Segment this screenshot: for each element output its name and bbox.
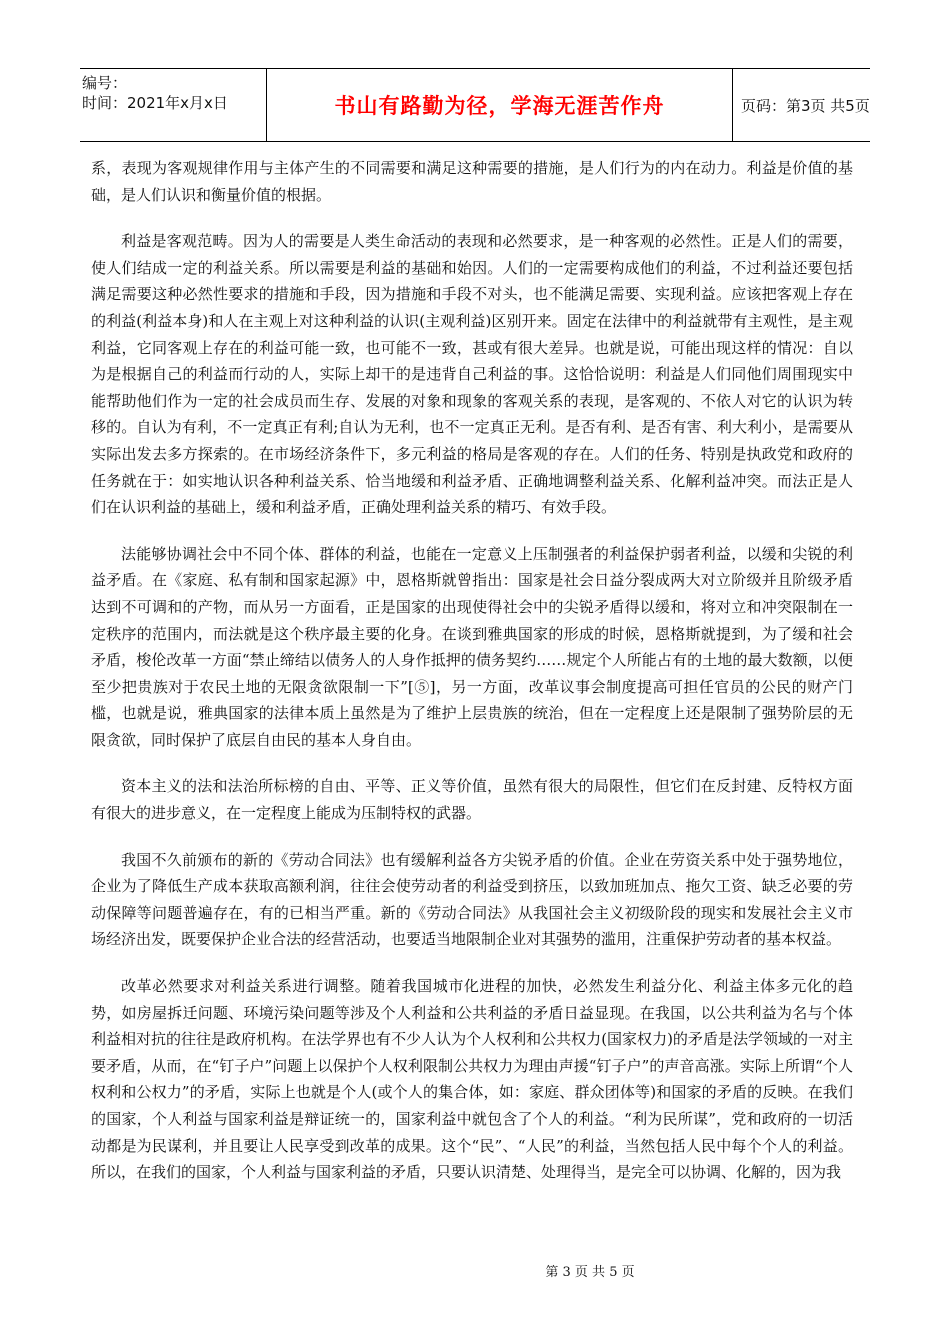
page-header xyxy=(80,68,870,142)
document-time-label: 时间：2021年x月x日 xyxy=(82,94,228,112)
body-paragraph: 我国不久前颁布的新的《劳动合同法》也有缓解利益各方尖锐矛盾的价值。企业在劳资关系中处于强势地位，企业为了降低生产成本获取高额利润，往往会使劳动者的利益受到挤压，以致加班加点、拖欠工资、缺乏必要的劳动保障等问题普遍存在，有的已相当严重。新的《劳动合同法》从我国社会主义初级阶段的现实和发展社会主义市场经济出发，既要保护企业合法的经营活动，也要适当地限制企业对其强势的滥用，注重保护劳动者的基本权益。 xyxy=(91,850,853,949)
header-motto: 书山有路勤为径，学海无涯苦作舟 xyxy=(267,69,733,141)
header-meta xyxy=(80,69,267,141)
body-paragraph: 资本主义的法和法治所标榜的自由、平等、正义等价值，虽然有很大的局限性，但它们在反封建、反特权方面有很大的进步意义，在一定程度上能成为压制特权的武器。 xyxy=(91,777,853,823)
document-number-label: 编号： xyxy=(82,74,128,92)
page-footer: 第 3 页 共 5 页 xyxy=(545,1265,635,1280)
body-paragraph: 改革必然要求对利益关系进行调整。随着我国城市化进程的加快，必然发生利益分化、利益主体多元化的趋势，如房屋拆迁问题、环境污染问题等涉及个人利益和公共利益的矛盾日益显现。在我国，以公共利益为名与个体利益相对抗的往往是政府机构。在法学界也有不少人认为个人权利和公共权力(国家权力)的矛盾是法学领域的一对主要矛盾，从而，在“钉子户”问题上以保护个人权利限制公共权力为理由声援“钉子户”的声音高涨。实际上所谓“个人权利和公权力”的矛盾，实际上也就是个人(或个人的集合体，如：家庭、群众团体等)和国家的矛盾的反映。在我们的国家，个人利益与国家利益是辩证统一的，国家利益中就包含了个人的利益。“利为民所谋”，党和政府的一切活动都是为民谋利，并且要让人民享受到改革的成果。这个“民”、“人民”的利益，当然包括人民中每个个人的利益。所以，在我们的国家，个人利益与国家利益的矛盾，只要认识清楚、处理得当，是完全可以协调、化解的，因为我 xyxy=(91,977,853,1182)
body-paragraph: 法能够协调社会中不同个体、群体的利益，也能在一定意义上压制强者的利益保护弱者利益，以缓和尖锐的利益矛盾。在《家庭、私有制和国家起源》中，恩格斯就曾指出：国家是社会日益分裂成两大对立阶级并且阶级矛盾达到不可调和的产物，而从另一方面看，正是国家的出现使得社会中的尖锐矛盾得以缓和，将对立和冲突限制在一定秩序的范围内，而法就是这个秩序最主要的化身。在谈到雅典国家的形成的时候，恩格斯就提到，为了缓和社会矛盾，梭伦改革一方面“禁止缔结以债务人的人身作抵押的债务契约……规定个人所能占有的土地的最大数额，以便至少把贵族对于农民土地的无限贪欲限制一下”[⑤]，另一方面，改革议事会制度提高可担任官员的公民的财产门槛，也就是说，雅典国家的法律本质上虽然是为了维护上层贵族的统治，但在一定程度上还是限制了强势阶层的无限贪欲，同时保护了底层自由民的基本人身自由。 xyxy=(91,544,853,749)
header-page-info: 页码：第3页 共5页 xyxy=(741,96,870,115)
body-paragraph-continued: 系，表现为客观规律作用与主体产生的不同需要和满足这种需要的措施，是人们行为的内在动力。利益是价值的基础，是人们认识和衡量价值的根据。 xyxy=(91,159,853,204)
body-paragraph: 利益是客观范畴。因为人的需要是人类生命活动的表现和必然要求，是一种客观的必然性。正是人们的需要，使人们结成一定的利益关系。所以需要是利益的基础和始因。人们的一定需要构成他们的利益，不过利益还要包括满足需要这种必然性要求的措施和手段，因为措施和手段不对头，也不能满足需要、实现利益。应该把客观上存在的利益(利益本身)和人在主观上对这种利益的认识(主观利益)区别开来。固定在法律中的利益就带有主观性，是主观利益，它同客观上存在的利益可能一致，也可能不一致，甚或有很大差异。也就是说，可能出现这样的情况：自以为是根据自己的利益而行动的人，实际上却干的是违背自己利益的事。这恰恰说明：利益是人们同他们周围现实中能帮助他们作为一定的社会成员而生存、发展的对象和现象的客观关系的表现，是客观的、不依人对它的认识为转移的。自认为有利，不一定真正有利;自认为无利，也不一定真正无利。是否有利、是否有害、利大利小，是需要从实际出发去多方探索的。在市场经济条件下，多元利益的格局是客观的存在。人们的任务、特别是执政党和政府的任务就在于：如实地认识各种利益关系、恰当地缓和利益矛盾、正确地调整利益关系、化解利益冲突。而法正是人们在认识利益的基础上，缓和利益矛盾，正确处理利益关系的精巧、有效手段。 xyxy=(91,232,853,517)
document-body xyxy=(91,155,853,1206)
